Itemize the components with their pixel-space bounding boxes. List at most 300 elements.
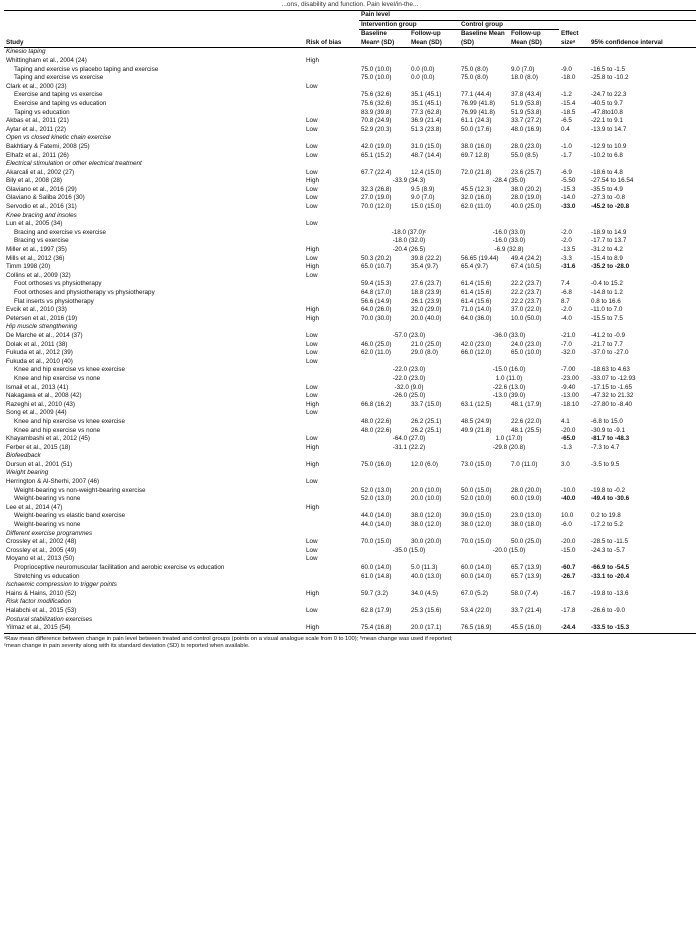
intervention-baseline (359, 83, 409, 92)
study-name: Stretching vs education (14, 572, 80, 580)
study-name: Crossley et al., 2005 (49) (6, 546, 77, 554)
intervention-baseline: 48.0 (22.6) (361, 426, 392, 434)
confidence-interval: -18.63 to 4.63 (591, 366, 630, 374)
comparison-row (4, 564, 696, 573)
study-row (4, 547, 696, 556)
risk-of-bias: Low (306, 194, 318, 202)
category-label: Kinesio taping (6, 48, 46, 56)
control-baseline: 64.0 (36.0) (461, 314, 492, 322)
risk-of-bias: Low (306, 125, 318, 133)
study-name: Taping and exercise vs exercise (14, 74, 104, 82)
header-intervention-followup: Follow-up Mean (SD) (409, 30, 459, 48)
control-baseline: 49.9 (21.8) (461, 426, 492, 434)
control-followup: 23.6 (25.7) (511, 168, 542, 176)
table-caption: ...ons, disability and function. Pain level/in-the... (281, 1, 419, 8)
risk-of-bias (304, 74, 359, 83)
control-followup: 38.0 (18.0) (511, 521, 542, 529)
intervention-change: -22.0 (23.0) (392, 366, 426, 374)
control-baseline: 38.0 (16.0) (461, 142, 492, 150)
control-followup: 60.0 (19.0) (511, 495, 542, 503)
intervention-followup (409, 272, 459, 281)
study-name: Whittingham et al., 2004 (24) (6, 56, 87, 64)
study-name: Knee and hip exercise vs knee exercise (14, 366, 125, 374)
intervention-followup: 51.3 (23.8) (411, 125, 442, 133)
risk-of-bias (304, 91, 359, 100)
confidence-interval: -30.9 to -9.1 (591, 426, 625, 434)
confidence-interval: -25.8 to -10.2 (591, 74, 629, 82)
intervention-followup: 40.0 (13.0) (411, 572, 442, 580)
effect-size: -16.7 (561, 589, 576, 597)
risk-of-bias: Low (306, 271, 318, 279)
control-followup: 22.2 (23.7) (511, 289, 542, 296)
confidence-interval: -17.15 to -1.65 (591, 383, 632, 391)
control-baseline: 71.0 (14.0) (461, 306, 492, 314)
header-effect-size: Effect sizeᵃ (559, 30, 589, 48)
study-row (4, 57, 696, 66)
intervention-baseline: 75.6 (32.6) (361, 91, 392, 99)
confidence-interval: -13.9 to 14.7 (591, 125, 627, 133)
effect-size: -2.0 (561, 228, 572, 236)
study-row (4, 384, 696, 393)
study-name: Moyano et al., 2013 (50) (6, 555, 75, 563)
study-row (4, 409, 696, 418)
risk-of-bias: High (306, 460, 319, 468)
study-name: Exercise and taping vs education (14, 99, 107, 107)
category-label: Different exercise programmes (6, 529, 93, 537)
effect-size: -1.3 (561, 443, 572, 451)
study-row (4, 83, 696, 92)
risk-of-bias: Low (306, 185, 318, 193)
control-change: -20.0 (15.0) (492, 546, 526, 554)
control-baseline (459, 358, 509, 367)
control-followup: 51.9 (53.8) (511, 99, 542, 107)
study-row (4, 186, 696, 195)
study-name: Collins et al., 2009 (32) (6, 271, 71, 279)
control-followup: 28.0 (20.0) (511, 486, 542, 494)
confidence-interval (589, 478, 696, 487)
intervention-followup: 9.5 (8.9) (411, 185, 435, 193)
confidence-interval: -21.7 to 7.7 (591, 340, 623, 348)
control-followup: 28.0 (23.0) (511, 142, 542, 150)
category-label: Knee bracing and insoles (6, 211, 77, 219)
risk-of-bias: Low (306, 555, 318, 563)
confidence-interval: -33.5 to -15.3 (589, 624, 696, 633)
control-change: -6.9 (32.8) (494, 246, 524, 254)
risk-of-bias (304, 375, 359, 384)
intervention-followup: 18.8 (23.9) (411, 289, 442, 296)
intervention-followup: 9.0 (7.0) (411, 194, 435, 202)
study-name: Lee et al., 2014 (47) (6, 503, 63, 511)
intervention-followup: 0.0 (0.0) (411, 74, 435, 82)
header-blank (4, 11, 304, 21)
risk-of-bias (304, 229, 359, 238)
control-baseline (459, 272, 509, 281)
intervention-followup: 38.0 (12.0) (411, 512, 442, 520)
comparison-row (4, 66, 696, 75)
study-name: Fukuda et al., 2010 (40) (6, 357, 73, 365)
intervention-baseline: 70.0 (12.0) (361, 203, 392, 211)
study-row (4, 152, 696, 161)
effect-size (559, 220, 589, 229)
effect-size (559, 358, 589, 367)
comparison-row (4, 100, 696, 109)
control-baseline: 63.1 (12.5) (461, 400, 492, 408)
control-followup: 24.0 (23.0) (511, 340, 542, 348)
study-name: Knee and hip exercise vs none (14, 426, 101, 434)
intervention-baseline: 83.9 (39.8) (361, 108, 392, 116)
intervention-followup: 38.0 (12.0) (411, 521, 442, 529)
intervention-followup: 32.0 (29.0) (411, 306, 442, 314)
intervention-followup: 26.2 (25.1) (411, 417, 442, 425)
control-baseline: 48.5 (24.9) (461, 417, 492, 425)
category-row (4, 469, 696, 478)
control-followup: 67.4 (10.5) (511, 263, 542, 271)
risk-of-bias (304, 418, 359, 427)
control-baseline: 56.65 (19.44) (461, 254, 499, 262)
intervention-baseline: 64.0 (26.0) (361, 306, 392, 314)
control-followup: 55.0 (8.5) (511, 151, 538, 159)
confidence-interval: -16.5 to -1.5 (591, 65, 625, 73)
control-change: 1.0 (17.0) (495, 435, 523, 443)
control-baseline: 70.0 (15.0) (461, 538, 492, 546)
intervention-baseline: 65.0 (10.7) (361, 263, 392, 271)
effect-size: -6.9 (561, 168, 572, 176)
study-name: Halabchi et al., 2015 (53) (6, 606, 77, 614)
study-name: Foot orthoses vs physiotherapy (14, 280, 102, 288)
study-name: Bily et al., 2008 (28) (6, 177, 63, 185)
control-baseline: 32.0 (16.0) (461, 194, 492, 202)
effect-size: -20.0 (561, 538, 576, 546)
intervention-followup: 12.4 (15.0) (411, 168, 442, 176)
risk-of-bias: Low (306, 168, 318, 176)
footnote: ᵃRaw mean difference between change in pain level between treated and control groups (points on a visual analogue scale from 0 to 100); ᵇmean change was used if reported; (4, 635, 453, 642)
intervention-baseline: 70.8 (24.9) (361, 117, 392, 125)
risk-of-bias: High (304, 624, 359, 633)
control-followup: 37.8 (43.4) (511, 91, 542, 99)
effect-size (559, 272, 589, 281)
confidence-interval: -10.2 to 6.8 (591, 151, 623, 159)
intervention-baseline: 75.0 (10.0) (361, 65, 392, 73)
intervention-change: -32.0 (9.0) (394, 383, 424, 391)
study-name: Taping and exercise vs placebo taping and exercise (14, 65, 159, 73)
intervention-baseline: 60.0 (14.0) (361, 564, 392, 571)
study-row (4, 332, 696, 341)
confidence-interval: -27.54 to 16.54 (591, 177, 634, 185)
study-name: Bracing vs exercise (14, 237, 69, 245)
control-baseline: 62.0 (11.0) (461, 203, 491, 211)
intervention-followup (409, 555, 459, 564)
study-row (4, 555, 696, 564)
control-followup (509, 358, 559, 367)
intervention-baseline: 70.0 (15.0) (361, 538, 392, 546)
intervention-followup: 30.0 (20.0) (411, 538, 442, 546)
study-row (4, 607, 696, 616)
study-row (4, 306, 696, 315)
intervention-baseline (359, 272, 409, 281)
study-name: Foot orthoses and physiotherapy vs physiotherapy (14, 289, 155, 296)
study-name: Glaviano et al., 2016 (29) (6, 185, 77, 193)
effect-size: 7.4 (561, 280, 570, 288)
intervention-baseline: 46.0 (25.0) (361, 340, 392, 348)
control-followup: 50.0 (25.0) (511, 538, 542, 546)
effect-size (559, 555, 589, 564)
risk-of-bias: High (306, 177, 319, 185)
intervention-baseline: 75.6 (32.6) (361, 99, 392, 107)
category-label: Postural stabilization exercises (6, 615, 93, 623)
confidence-interval: -11.0 to 7.0 (591, 306, 623, 314)
category-row (4, 598, 696, 607)
risk-of-bias: Low (306, 82, 318, 90)
effect-size: -65.0 (561, 435, 576, 443)
control-change: -28.4 (35.0) (492, 177, 526, 185)
confidence-interval (589, 83, 696, 92)
study-name: Hains & Hains, 2010 (52) (6, 589, 77, 597)
risk-of-bias: High (306, 400, 319, 408)
study-row (4, 263, 696, 272)
study-row (4, 444, 696, 453)
risk-of-bias: High (306, 263, 319, 271)
intervention-followup: 12.0 (6.0) (411, 460, 438, 468)
study-row (4, 117, 696, 126)
category-label: Biofeedback (6, 452, 41, 460)
confidence-interval: -6.8 to 15.0 (591, 417, 623, 425)
study-row (4, 220, 696, 229)
study-name: Khayambashi et al., 2012 (45) (6, 435, 91, 443)
risk-of-bias: High (306, 306, 319, 314)
intervention-followup: 15.0 (15.0) (411, 203, 442, 211)
effect-size: -13.5 (561, 246, 576, 254)
intervention-baseline: 59.4 (15.3) (361, 280, 392, 288)
control-baseline: 73.0 (15.0) (461, 460, 492, 468)
control-followup: 37.0 (22.0) (511, 306, 542, 314)
control-followup: 45.5 (16.0) (509, 624, 559, 633)
effect-size: -32.0 (561, 349, 576, 357)
effect-size: -31.6 (561, 263, 576, 271)
control-baseline: 61.1 (24.3) (461, 117, 492, 125)
category-row (4, 212, 696, 221)
comparison-row (4, 109, 696, 118)
study-name: Bracing and exercise vs exercise (14, 228, 107, 236)
study-row (4, 169, 696, 178)
control-followup (509, 504, 559, 513)
effect-size: -6.0 (561, 521, 572, 529)
study-name: Song et al., 2009 (44) (6, 409, 67, 417)
risk-of-bias (304, 66, 359, 75)
study-name: Mills et al., 2012 (36) (6, 254, 65, 262)
risk-of-bias (304, 289, 359, 298)
study-row (4, 255, 696, 264)
control-followup: 48.0 (16.9) (511, 125, 542, 133)
category-row (4, 616, 696, 625)
comparison-row (4, 427, 696, 436)
control-baseline: 53.4 (22.0) (461, 606, 492, 614)
confidence-interval: -19.8 to -13.6 (591, 589, 629, 597)
intervention-baseline (359, 57, 409, 66)
study-name: Weight-bearing vs none (14, 521, 81, 529)
risk-of-bias: Low (306, 151, 318, 159)
comparison-row (4, 573, 696, 582)
intervention-change: -57.0 (23.0) (392, 331, 426, 339)
intervention-followup: 26.2 (25.1) (411, 426, 442, 434)
control-baseline: 61.4 (15.6) (461, 280, 492, 288)
effect-size: -9.40 (561, 383, 576, 391)
intervention-change: -33.9 (34.3) (392, 177, 426, 185)
control-followup: 48.1 (25.5) (511, 426, 542, 434)
study-name: Nakagawa et al., 2008 (42) (6, 392, 82, 400)
intervention-followup (409, 83, 459, 92)
confidence-interval: -27.80 to -8.40 (591, 400, 632, 408)
effect-size (559, 478, 589, 487)
effect-size: -15.4 (561, 99, 576, 107)
category-row (4, 323, 696, 332)
risk-of-bias (304, 521, 359, 530)
risk-of-bias: High (306, 589, 319, 597)
confidence-interval: -3.5 to 9.5 (591, 460, 620, 468)
effect-size: -9.0 (561, 65, 572, 73)
intervention-followup: 0.0 (0.0) (411, 65, 435, 73)
effect-size: -60.7 (561, 564, 576, 571)
confidence-interval: -17.7 to 13.7 (591, 237, 627, 245)
comparison-row (4, 91, 696, 100)
confidence-interval (589, 555, 696, 564)
intervention-baseline: 62.8 (17.9) (361, 606, 392, 614)
control-baseline: 61.4 (15.6) (461, 297, 492, 305)
study-name: Weight-bearing vs elastic band exercise (14, 512, 126, 520)
study-name: Razeghi et al., 2010 (43) (6, 400, 75, 408)
risk-of-bias: Low (306, 392, 318, 400)
confidence-interval: -14.8 to 1.2 (591, 289, 623, 296)
study-name: Servodio et al., 2016 (31) (6, 203, 77, 211)
risk-of-bias (304, 487, 359, 496)
intervention-followup: 25.3 (15.6) (411, 606, 442, 614)
risk-of-bias: Low (306, 142, 318, 150)
study-name: Herrington & Al-Sherhi, 2007 (46) (6, 478, 100, 486)
category-row (4, 48, 696, 57)
risk-of-bias: Low (306, 478, 318, 486)
intervention-followup: 31.0 (15.0) (411, 142, 442, 150)
intervention-followup: 77.3 (62.8) (411, 108, 442, 116)
control-baseline (459, 83, 509, 92)
confidence-interval: -47.8to10.8 (591, 108, 623, 116)
confidence-interval: -49.4 to -30.6 (591, 495, 630, 503)
intervention-baseline: 59.7 (3.2) (361, 589, 388, 597)
control-change: -16.0 (33.0) (492, 228, 526, 236)
confidence-interval: -0.4 to 15.2 (591, 280, 623, 288)
intervention-baseline: 66.8 (16.2) (361, 400, 392, 408)
effect-size: -33.0 (561, 203, 576, 211)
intervention-baseline (359, 478, 409, 487)
study-name: Proprioceptive neuromuscular facilitation and aerobic exercise vs education (14, 564, 225, 571)
study-name: De Marche et al., 2014 (37) (6, 331, 83, 339)
header-study: Study (4, 30, 304, 48)
study-name: Aytar et al., 2011 (22) (6, 125, 66, 133)
intervention-followup: 5.0 (11.3) (411, 564, 438, 571)
control-followup: 22.6 (22.0) (511, 417, 542, 425)
control-followup: 9.0 (7.0) (511, 65, 535, 73)
study-row (4, 590, 696, 599)
study-row (4, 341, 696, 350)
control-followup: 48.1 (17.9) (511, 400, 542, 408)
intervention-baseline (359, 409, 409, 418)
control-change: 1.0 (11.0) (495, 374, 523, 382)
control-baseline: 60.0 (14.0) (461, 572, 492, 580)
risk-of-bias: High (306, 246, 319, 254)
category-row (4, 134, 696, 143)
confidence-interval: -24.7 to 22.3 (591, 91, 627, 99)
header-intervention-baseline: Baseline Meanᵃ (SD) (359, 30, 409, 48)
control-change: -29.8 (20.8) (492, 443, 526, 451)
risk-of-bias (304, 366, 359, 375)
control-followup: 33.7 (21.4) (511, 606, 542, 614)
comparison-row (4, 280, 696, 289)
intervention-baseline: 65.1 (15.2) (361, 151, 392, 159)
risk-of-bias: Low (306, 331, 318, 339)
comparison-row (4, 289, 696, 298)
intervention-followup: 35.1 (45.1) (411, 91, 442, 99)
study-name: Elhafz et al., 2011 (26) (6, 151, 69, 159)
control-baseline: 50.0 (15.0) (461, 486, 492, 494)
confidence-interval (589, 272, 696, 281)
comparison-row (4, 366, 696, 375)
effect-size: -15.3 (561, 185, 576, 193)
risk-of-bias: Low (306, 220, 318, 228)
control-baseline: 52.0 (10.0) (461, 495, 492, 503)
study-name: Flat inserts vs physiotherapy (14, 297, 94, 305)
confidence-interval: -45.2 to -20.8 (591, 203, 630, 211)
control-baseline (459, 504, 509, 513)
control-baseline: 72.0 (21.8) (461, 168, 492, 176)
confidence-interval: -40.5 to 9.7 (591, 99, 623, 107)
effect-size: 10.0 (561, 512, 574, 520)
control-followup (509, 57, 559, 66)
category-label: Weight bearing (6, 469, 49, 477)
intervention-baseline: 52.0 (13.0) (361, 495, 392, 503)
risk-of-bias (304, 100, 359, 109)
comparison-row (4, 487, 696, 496)
intervention-baseline (359, 504, 409, 513)
study-row (4, 504, 696, 513)
confidence-interval: -66.9 to -54.5 (591, 564, 630, 571)
intervention-baseline: 75.0 (16.0) (361, 460, 392, 468)
control-baseline (459, 409, 509, 418)
study-name: Taping vs education (14, 108, 70, 116)
risk-of-bias: High (306, 56, 319, 64)
effect-size: 8.7 (561, 297, 570, 305)
study-name: Akbas et al., 2011 (21) (6, 117, 69, 125)
effect-size (559, 504, 589, 513)
intervention-followup: 21.0 (25.0) (411, 340, 442, 348)
control-followup: 65.0 (10.0) (511, 349, 542, 357)
confidence-interval (589, 220, 696, 229)
header-control-baseline: Baseline Mean (SD) (459, 30, 509, 48)
intervention-change: -20.4 (26.5) (392, 246, 426, 254)
confidence-interval: 0.2 to 19.8 (591, 512, 621, 520)
control-baseline: 65.4 (9.7) (461, 263, 488, 271)
confidence-interval: -15.4 to 8.9 (591, 254, 623, 262)
risk-of-bias: High (306, 443, 319, 451)
control-followup: 7.0 (11.0) (511, 460, 538, 468)
risk-of-bias: Low (306, 357, 318, 365)
risk-of-bias: Low (306, 254, 318, 262)
effect-size: -5.50 (561, 177, 576, 185)
study-name: Miller et al., 1997 (35) (6, 246, 67, 254)
study-row (4, 358, 696, 367)
confidence-interval: -12.9 to 10.9 (591, 142, 627, 150)
confidence-interval: -35.5 to 4.9 (591, 185, 623, 193)
control-followup: 49.4 (24.2) (511, 254, 542, 262)
control-followup (509, 220, 559, 229)
control-baseline: 45.5 (12.3) (461, 185, 492, 193)
